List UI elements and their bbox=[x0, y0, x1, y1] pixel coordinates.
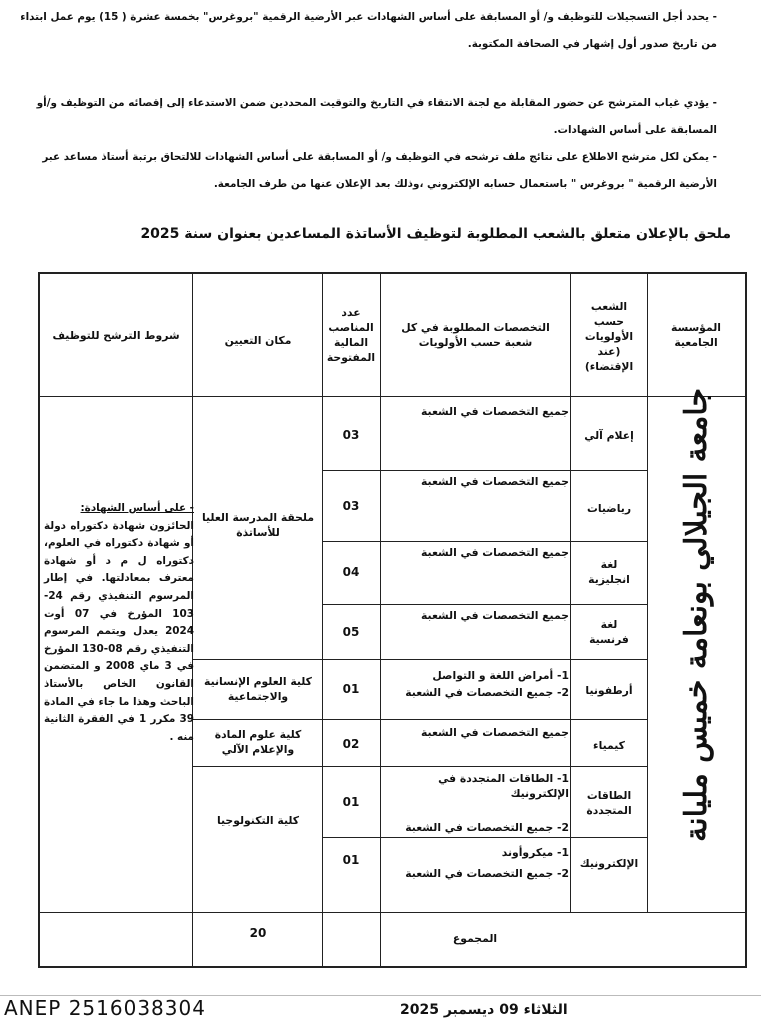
posts-cell: 03 bbox=[342, 428, 360, 442]
branch-cell: إعلام آلي bbox=[584, 428, 634, 442]
branch-cell: الإلكترونيك bbox=[579, 856, 639, 870]
conditions-heading: - على أساس الشهادة: bbox=[80, 502, 194, 514]
branch-cell: لغة فرنسية bbox=[589, 618, 629, 646]
header-institution: المؤسسة الجامعية bbox=[671, 321, 721, 349]
specialty-item: جميع التخصصات في الشعبة bbox=[421, 726, 569, 739]
anep-code: ANEP 2516038304 bbox=[4, 996, 206, 1020]
institution-name-text: جامعة الجيلالي بونعامة خميس مليانة bbox=[678, 388, 714, 842]
paragraph-results-consultation: - يمكن لكل مترشح الاطلاع على نتائج ملف ترشحه في التوظيف و/ أو المسابقة على أساس الشهادات للالتحاق برتبة أستاذ مساعد عبر الأرضية الرقمية " بروغرس " باستعمال حسابه الإلكتروني ،وذلك بعد الإعلان عنها من طرف الجامعة. bbox=[42, 151, 717, 190]
conditions-text: الحائزون شهادة دكتوراه دولة أو شهادة دكتوراه في العلوم، دكتوراه ل م د أو شهادة معترف بمعادلتها. في إطار المرسوم التنفيذي رقم 24-103 المؤرخ في 07 أوت 2024 يعدل ويتمم المرسوم التنفيذي رقم 08-130 المؤرخ في 3 ماي 2008 و المتضمن القانون الخاص بالأستاذ الباحث وهذا ما جاء في المادة 39 مكرر 1 في الفقرة الثانية منه . bbox=[44, 519, 195, 743]
specialty-item: جميع التخصصات في الشعبة bbox=[421, 405, 569, 418]
posts-cell: 01 bbox=[342, 682, 360, 696]
specialty-item: جميع التخصصات في الشعبة bbox=[421, 546, 569, 559]
branch-cell: أرطفونيا bbox=[585, 683, 633, 697]
posts-cell: 01 bbox=[342, 795, 360, 809]
specialty-item: 2- جميع التخصصات في الشعبة bbox=[405, 867, 569, 880]
specialty-item: جميع التخصصات في الشعبة bbox=[421, 475, 569, 488]
header-branch: الشعب حسب الأولويات (عند الإقتضاء) bbox=[584, 299, 634, 373]
specialty-item: 1- ميكروأوند bbox=[501, 846, 569, 859]
place-cell: ملحقة المدرسة العليا للأساتذة bbox=[201, 511, 315, 539]
specialty-item: 2- جميع التخصصات في الشعبة bbox=[405, 821, 569, 834]
specialty-item: 1- الطاقات المتجددة في الإلكترونيك bbox=[438, 772, 569, 800]
specialty-item: 2- جميع التخصصات في الشعبة bbox=[405, 686, 569, 699]
total-label: المجموع bbox=[452, 931, 498, 945]
institution-name bbox=[650, 290, 742, 940]
posts-cell: 03 bbox=[342, 499, 360, 513]
publication-date: الثلاثاء 09 ديسمبر 2025 bbox=[400, 1002, 568, 1018]
posts-cell: 01 bbox=[342, 853, 360, 867]
specialty-item: جميع التخصصات في الشعبة bbox=[421, 609, 569, 622]
branch-cell: الطاقات المتجددة bbox=[586, 789, 632, 817]
posts-cell: 04 bbox=[342, 565, 360, 579]
annex-title: ملحق بالإعلان متعلق بالشعب المطلوبة لتوظيف الأساتذة المساعدين بعنوان سنة 2025 bbox=[140, 226, 731, 242]
posts-cell: 02 bbox=[342, 737, 360, 751]
paragraph-registration-deadline: - يحدد أجل التسجيلات للتوظيف و/ أو المسابقة على أساس الشهادات عبر الأرضية الرقمية "بروغرس" بخمسة عشرة ( 15) يوم عمل ابتداء من تاريخ صدور أول إشهار في الصحافة المكتوبة. bbox=[20, 11, 717, 50]
place-cell: كلية التكنولوجيا bbox=[216, 813, 300, 827]
branch-cell: لغة انجليزية bbox=[588, 558, 630, 586]
place-cell: كلية علوم المادة والإعلام الآلي bbox=[214, 728, 302, 756]
header-specialties: التخصصات المطلوبة في كل شعبة حسب الأولويات bbox=[401, 321, 550, 349]
place-cell: كلية العلوم الإنسانية والاجتماعية bbox=[204, 675, 312, 703]
posts-cell: 05 bbox=[342, 625, 360, 639]
specialty-item: 1- أمراض اللغة و التواصل bbox=[432, 669, 569, 682]
total-value: 20 bbox=[249, 925, 267, 940]
paragraph-interview-absence: - يؤدي غياب المترشح عن حضور المقابلة مع لجنة الانتقاء في التاريخ والتوقيت المحددين ضمن الاستدعاء إلى إقصائه من التوظيف و/أو المسابقة على أساس الشهادات. bbox=[36, 97, 717, 136]
branch-cell: كيمياء bbox=[593, 738, 625, 752]
header-conditions: شروط الترشح للتوظيف bbox=[52, 328, 180, 342]
header-posts: عدد المناصب المالية المفتوحة bbox=[326, 306, 376, 364]
header-place: مكان التعيين bbox=[224, 333, 292, 347]
branch-cell: رياضيات bbox=[586, 501, 632, 515]
conditions-cell bbox=[44, 500, 194, 746]
